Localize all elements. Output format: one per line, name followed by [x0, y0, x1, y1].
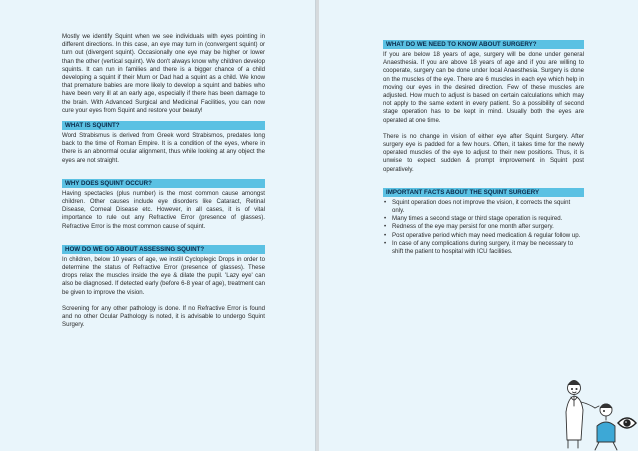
- why-squint-occurs-paragraph: Having spectacles (plus number) is the most common cause amongst children. Other causes include eye disorders like Cataract, Retinal Disease, Corneal Disease etc. However, in all cases, it is of vital importance to rule out any Refractive Error (presence of glasses). Refractive Error is the most common cause of squint.: [62, 189, 265, 230]
- important-facts-list: [383, 199, 584, 256]
- section-heading-what-is-squint: WHAT IS SQUINT?: [62, 121, 265, 130]
- right-column: [383, 40, 584, 256]
- fact-item: • Squint operation does not improve the vision, it corrects the squint only.: [383, 199, 584, 215]
- surgery-paragraph-2: There is no change in vision of either eye after Squint Surgery. After surgery eye is padded for a few hours. Often, it takes time for the newly operated muscles of the eye to adjust to their new positions. Thus, it is unwise to expect sudden & prompt improvement in Squint post operatively.: [383, 132, 584, 173]
- doctor-examining-patient-eye-illustration: [556, 370, 638, 451]
- fact-item: • Many times a second stage or third stage operation is required.: [383, 215, 584, 223]
- section-heading-important-facts: IMPORTANT FACTS ABOUT THE SQUINT SURGERY: [383, 188, 584, 197]
- assessing-squint-paragraph-1: In children, below 10 years of age, we instill Cycloplegic Drops in order to determine the status of Refractive Error (presence of glasses). These drops relax the muscles inside the eye & dilate the pupil. 'Lazy eye' can also be diagnosed. If detected early (before 6-8 year of age), treatment can be given to improve the vision.: [62, 255, 265, 296]
- section-heading-why-squint-occurs: WHY DOES SQUINT OCCUR?: [62, 179, 265, 188]
- fact-item: • In case of any complications during surgery, it may be necessary to shift the patient to hospital with ICU facilities.: [383, 240, 584, 256]
- fact-item: • Redness of the eye may persist for one month after surgery.: [383, 223, 584, 231]
- fact-item: • Post operative period which may need medication & regular follow up.: [383, 232, 584, 240]
- intro-paragraph: Mostly we identify Squint when we see individuals with eyes pointing in different directions. In this case, an eye may turn in (convergent squint) or turn out (divergent squint). Occasionally one eye may be higher or lower than the other (vertical squint). We don't always know why children develop squints. It can run in families and there is a bigger chance of a child developing a squint if their Mum or Dad had a squint as a child. We know that premature babies are more likely to develop a squint and babies who have been very ill at an early age, especially if there has been damage to the brain. With Advanced Surgical and Medicinal Facilities, you can now cure your eyes from Squint and restore your beauty!: [62, 33, 265, 114]
- section-heading-assessing-squint: HOW DO WE GO ABOUT ASSESSING SQUINT?: [62, 245, 265, 254]
- section-heading-surgery: WHAT DO WE NEED TO KNOW ABOUT SURGERY?: [383, 40, 584, 49]
- left-column: [62, 33, 265, 329]
- assessing-squint-paragraph-2: Screening for any other pathology is done. If no Refractive Error is found and no other Ocular Pathology is noted, it is advisable to undergo Squint Surgery.: [62, 304, 265, 329]
- what-is-squint-paragraph: Word Strabismus is derived from Greek word Strabismos, predates long back to the time of Roman Empire. It is a condition of the eyes, where in there is an abnormal ocular alignment, thus while looking at any object the eyes are not straight.: [62, 132, 265, 164]
- surgery-paragraph-1: If you are below 18 years of age, surgery will be done under general Anaesthesia. If you are above 18 years of age and if you are willing to cooperate, surgery can be done under local Anaesthesia. Surgery is done on the muscles of the eye. There are 6 muscles in each eye which help in moving our eyes in the desired direction. Few of these muscles are adjusted. How much to adjust is based on certain calculations which may not apply to the same extent in every patient. So a possibility of second stage operation has to be kept in mind. Usually both the eyes are operated at one time.: [383, 51, 584, 124]
